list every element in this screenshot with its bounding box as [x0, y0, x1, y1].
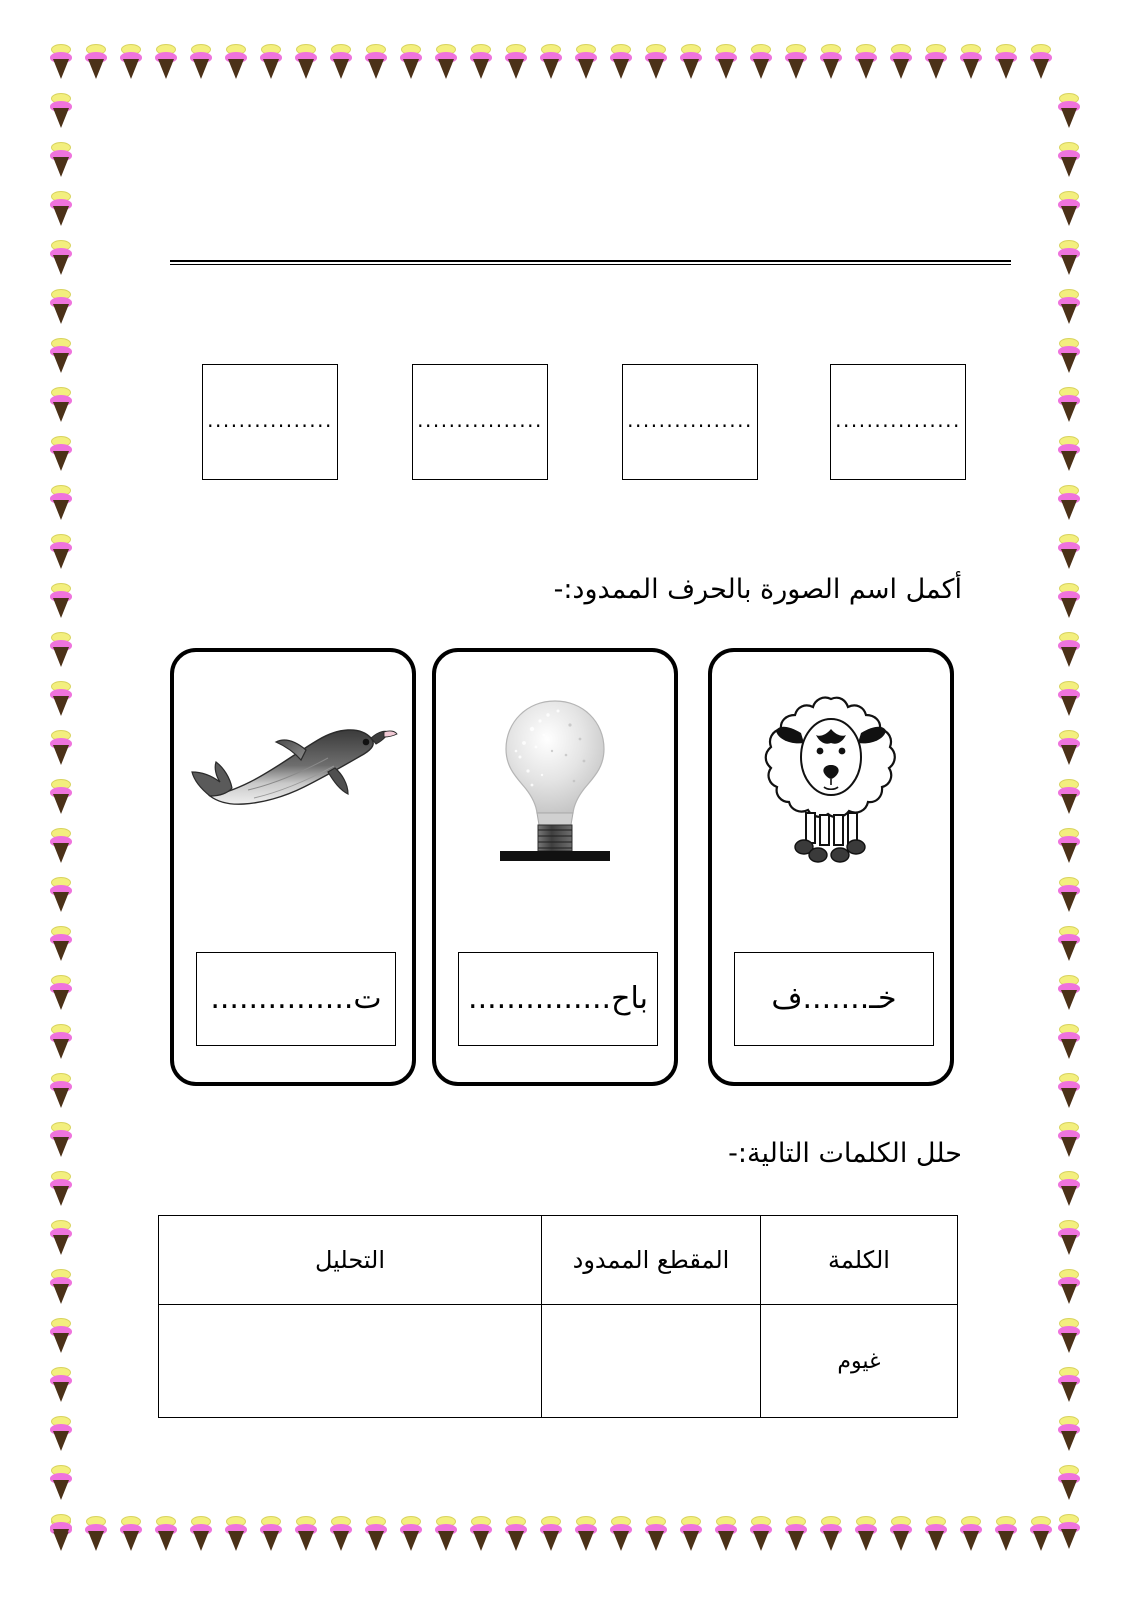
ice-cream-cone-icon — [50, 632, 72, 666]
cone-body — [1061, 1480, 1077, 1500]
cone-body — [1033, 59, 1049, 79]
ice-cream-cone-icon — [50, 338, 72, 372]
cone-body — [998, 59, 1014, 79]
cone-body — [718, 1531, 734, 1551]
cone-body — [53, 1284, 69, 1304]
ice-cream-cone-icon — [505, 1516, 527, 1550]
ice-cream-cone-icon — [1058, 632, 1080, 666]
answer-text: ت............... — [210, 981, 382, 1016]
blank-box-dots: ................ — [207, 408, 333, 432]
ice-cream-cone-icon — [190, 44, 212, 78]
cone-body — [53, 1186, 69, 1206]
ice-cream-cone-icon — [50, 1269, 72, 1303]
ice-cream-cone-icon — [50, 779, 72, 813]
ice-cream-cone-icon — [1058, 877, 1080, 911]
ice-cream-cone-icon — [960, 44, 982, 78]
ice-cream-cone-icon — [50, 1220, 72, 1254]
cone-body — [1061, 745, 1077, 765]
header-rule — [170, 260, 1011, 262]
ice-cream-cone-icon — [680, 44, 702, 78]
ice-cream-cone-icon — [50, 1465, 72, 1499]
ice-cream-cone-icon — [1058, 1465, 1080, 1499]
ice-cream-cone-icon — [1058, 142, 1080, 176]
cone-body — [298, 59, 314, 79]
ice-cream-cone-icon — [365, 1516, 387, 1550]
cone-body — [1061, 794, 1077, 814]
cone-body — [333, 1531, 349, 1551]
ice-cream-cone-icon — [1058, 730, 1080, 764]
cone-body — [53, 1137, 69, 1157]
ice-cream-cone-icon — [575, 1516, 597, 1550]
ice-cream-cone-icon — [190, 1516, 212, 1550]
cone-body — [1061, 647, 1077, 667]
ice-cream-cone-icon — [365, 44, 387, 78]
ice-cream-cone-icon — [680, 1516, 702, 1550]
ice-cream-cone-icon — [540, 1516, 562, 1550]
cell-analysis[interactable] — [159, 1305, 542, 1418]
cone-body — [1061, 696, 1077, 716]
cone-body — [648, 59, 664, 79]
cone-body — [473, 1531, 489, 1551]
sheep-image — [712, 670, 950, 900]
cone-body — [53, 1039, 69, 1059]
column-header-analysis: التحليل — [159, 1216, 542, 1305]
ice-cream-cone-icon — [820, 1516, 842, 1550]
blank-box-dots: ................ — [417, 408, 543, 432]
ice-cream-cone-icon — [50, 583, 72, 617]
ice-cream-cone-icon — [50, 1024, 72, 1058]
cone-body — [893, 59, 909, 79]
ice-cream-cone-icon — [925, 1516, 947, 1550]
cone-body — [858, 59, 874, 79]
cone-body — [1061, 598, 1077, 618]
cone-body — [1061, 1529, 1077, 1549]
ice-cream-cone-icon — [995, 1516, 1017, 1550]
ice-cream-cone-icon — [855, 1516, 877, 1550]
cone-body — [53, 1529, 69, 1549]
cone-body — [123, 59, 139, 79]
ice-cream-cone-icon — [1058, 485, 1080, 519]
cone-body — [1061, 1235, 1077, 1255]
ice-cream-cone-icon — [295, 44, 317, 78]
ice-cream-cone-icon — [1058, 828, 1080, 862]
cone-body — [53, 59, 69, 79]
ice-cream-cone-icon — [645, 1516, 667, 1550]
ice-cream-cone-icon — [1058, 926, 1080, 960]
cone-body — [683, 1531, 699, 1551]
ice-cream-cone-icon — [1030, 1516, 1052, 1550]
cone-body — [543, 1531, 559, 1551]
ice-cream-cone-icon — [155, 1516, 177, 1550]
ice-cream-cone-icon — [330, 1516, 352, 1550]
cone-body — [123, 1531, 139, 1551]
ice-cream-cone-icon — [50, 485, 72, 519]
cone-body — [823, 59, 839, 79]
table-header-row — [159, 1216, 958, 1305]
cone-body — [53, 1333, 69, 1353]
cone-body — [648, 1531, 664, 1551]
cone-body — [1061, 1137, 1077, 1157]
column-header-syllable: المقطع الممدود — [542, 1216, 761, 1305]
ice-cream-cone-icon — [50, 1171, 72, 1205]
picture-card-sheep[interactable] — [708, 648, 954, 1086]
ice-cream-cone-icon — [50, 1416, 72, 1450]
cone-body — [998, 1531, 1014, 1551]
cone-body — [1061, 157, 1077, 177]
ice-cream-cone-icon — [610, 44, 632, 78]
cone-body — [578, 1531, 594, 1551]
blank-boxes-row — [190, 364, 961, 480]
ice-cream-cone-icon — [225, 44, 247, 78]
ice-cream-cone-icon — [540, 44, 562, 78]
cone-body — [1033, 1531, 1049, 1551]
answer-box[interactable] — [196, 952, 396, 1046]
cone-body — [53, 1431, 69, 1451]
cone-body — [1061, 1284, 1077, 1304]
ice-cream-cone-icon — [820, 44, 842, 78]
ice-cream-cone-icon — [50, 926, 72, 960]
cone-body — [263, 1531, 279, 1551]
cone-body — [333, 59, 349, 79]
cone-body — [1061, 1088, 1077, 1108]
cone-body — [1061, 1382, 1077, 1402]
ice-cream-cone-icon — [610, 1516, 632, 1550]
ice-cream-cone-icon — [1058, 1514, 1080, 1548]
cone-body — [1061, 1039, 1077, 1059]
ice-cream-cone-icon — [50, 730, 72, 764]
cone-body — [963, 59, 979, 79]
ice-cream-cone-icon — [995, 44, 1017, 78]
ice-cream-cone-icon — [470, 1516, 492, 1550]
cone-body — [753, 59, 769, 79]
cone-body — [368, 59, 384, 79]
answer-text: خـ.......ف — [771, 981, 897, 1016]
ice-cream-cone-icon — [50, 1073, 72, 1107]
ice-cream-cone-icon — [85, 44, 107, 78]
ice-cream-cone-icon — [155, 44, 177, 78]
ice-cream-cone-icon — [1058, 191, 1080, 225]
cone-body — [53, 1088, 69, 1108]
cone-body — [613, 59, 629, 79]
ice-cream-cone-icon — [575, 44, 597, 78]
cone-body — [53, 1480, 69, 1500]
ice-cream-cone-icon — [1058, 534, 1080, 568]
exercise-1-instruction: أكمل اسم الصورة بالحرف الممدود:- — [553, 574, 962, 605]
ice-cream-cone-icon — [1058, 779, 1080, 813]
cone-body — [53, 304, 69, 324]
ice-cream-cone-icon — [260, 1516, 282, 1550]
ice-cream-cone-icon — [505, 44, 527, 78]
cone-body — [193, 1531, 209, 1551]
cone-body — [53, 745, 69, 765]
ice-cream-cone-icon — [295, 1516, 317, 1550]
column-header-word: الكلمة — [761, 1216, 958, 1305]
cone-body — [53, 647, 69, 667]
ice-cream-cone-icon — [400, 44, 422, 78]
cone-body — [1061, 843, 1077, 863]
cone-body — [403, 1531, 419, 1551]
cone-body — [53, 206, 69, 226]
cone-body — [53, 843, 69, 863]
cone-body — [263, 59, 279, 79]
cone-body — [53, 941, 69, 961]
blank-box[interactable] — [622, 364, 758, 480]
cone-body — [718, 59, 734, 79]
ice-cream-cone-icon — [785, 44, 807, 78]
exercise-2-instruction: حلل الكلمات التالية:- — [728, 1138, 962, 1169]
cone-body — [53, 990, 69, 1010]
ice-cream-cone-icon — [50, 436, 72, 470]
ice-cream-cone-icon — [715, 44, 737, 78]
blank-box[interactable] — [412, 364, 548, 480]
ice-cream-cone-icon — [1058, 583, 1080, 617]
cone-body — [1061, 500, 1077, 520]
cone-body — [53, 1382, 69, 1402]
ice-cream-cone-icon — [260, 44, 282, 78]
cell-word: غيوم — [761, 1305, 958, 1418]
cone-body — [53, 255, 69, 275]
ice-cream-cone-icon — [435, 44, 457, 78]
cone-body — [53, 1235, 69, 1255]
ice-cream-cone-icon — [1030, 44, 1052, 78]
ice-cream-cone-icon — [855, 44, 877, 78]
cone-body — [1061, 304, 1077, 324]
ice-cream-cone-icon — [50, 534, 72, 568]
blank-box[interactable] — [830, 364, 966, 480]
cone-body — [158, 1531, 174, 1551]
cone-body — [578, 59, 594, 79]
cone-body — [543, 59, 559, 79]
ice-cream-cone-icon — [1058, 1318, 1080, 1352]
ice-cream-cone-icon — [645, 44, 667, 78]
cone-body — [683, 59, 699, 79]
cone-body — [928, 59, 944, 79]
ice-cream-cone-icon — [50, 1514, 72, 1548]
ice-cream-cone-icon — [1058, 338, 1080, 372]
ice-cream-cone-icon — [1058, 1122, 1080, 1156]
cone-body — [438, 59, 454, 79]
cone-body — [368, 1531, 384, 1551]
cone-body — [403, 59, 419, 79]
ice-cream-cone-icon — [750, 1516, 772, 1550]
ice-cream-cone-icon — [960, 1516, 982, 1550]
cone-body — [1061, 451, 1077, 471]
cone-body — [1061, 892, 1077, 912]
cone-body — [298, 1531, 314, 1551]
cone-body — [1061, 108, 1077, 128]
ice-cream-cone-icon — [1058, 1269, 1080, 1303]
cone-body — [53, 696, 69, 716]
cone-body — [1061, 1431, 1077, 1451]
ice-cream-cone-icon — [1058, 1367, 1080, 1401]
cone-body — [473, 59, 489, 79]
words-analysis-table — [158, 1215, 958, 1418]
dolphin-image — [174, 670, 412, 900]
cone-body — [1061, 353, 1077, 373]
blank-box-dots: ................ — [835, 408, 961, 432]
ice-cream-cone-icon — [50, 877, 72, 911]
cone-body — [53, 108, 69, 128]
ice-cream-cone-icon — [225, 1516, 247, 1550]
picture-card-light-bulb[interactable] — [432, 648, 678, 1086]
cone-body — [963, 1531, 979, 1551]
ice-cream-cone-icon — [50, 240, 72, 274]
ice-cream-cone-icon — [890, 1516, 912, 1550]
ice-cream-cone-icon — [50, 681, 72, 715]
ice-cream-cone-icon — [50, 289, 72, 323]
blank-box[interactable] — [202, 364, 338, 480]
cone-body — [53, 451, 69, 471]
ice-cream-cone-icon — [50, 1367, 72, 1401]
cone-body — [438, 1531, 454, 1551]
cone-body — [1061, 549, 1077, 569]
ice-cream-cone-icon — [470, 44, 492, 78]
cone-body — [1061, 255, 1077, 275]
ice-cream-cone-icon — [890, 44, 912, 78]
ice-cream-cone-icon — [50, 191, 72, 225]
ice-cream-cone-icon — [785, 1516, 807, 1550]
cone-body — [1061, 206, 1077, 226]
cone-body — [228, 1531, 244, 1551]
ice-cream-cone-icon — [715, 1516, 737, 1550]
answer-box[interactable] — [458, 952, 658, 1046]
light-bulb-image — [436, 670, 674, 900]
ice-cream-cone-icon — [120, 44, 142, 78]
cone-body — [53, 549, 69, 569]
cone-body — [1061, 1186, 1077, 1206]
cone-body — [858, 1531, 874, 1551]
ice-cream-cone-icon — [120, 1516, 142, 1550]
cone-body — [823, 1531, 839, 1551]
cone-body — [228, 59, 244, 79]
cone-body — [1061, 941, 1077, 961]
ice-cream-cone-icon — [50, 93, 72, 127]
ice-cream-cone-icon — [50, 1318, 72, 1352]
cone-body — [53, 157, 69, 177]
ice-cream-cone-icon — [400, 1516, 422, 1550]
cone-body — [88, 59, 104, 79]
ice-cream-cone-icon — [1058, 1024, 1080, 1058]
cone-body — [53, 892, 69, 912]
ice-cream-cone-icon — [1058, 387, 1080, 421]
ice-cream-cone-icon — [1058, 975, 1080, 1009]
answer-box[interactable] — [734, 952, 934, 1046]
ice-cream-cone-icon — [330, 44, 352, 78]
cone-body — [788, 59, 804, 79]
ice-cream-cone-icon — [50, 975, 72, 1009]
cone-body — [893, 1531, 909, 1551]
ice-cream-cone-icon — [50, 828, 72, 862]
ice-cream-cone-icon — [1058, 436, 1080, 470]
blank-box-dots: ................ — [627, 408, 753, 432]
answer-text: باح............... — [468, 981, 648, 1016]
cone-body — [788, 1531, 804, 1551]
ice-cream-cone-icon — [50, 387, 72, 421]
ice-cream-cone-icon — [1058, 289, 1080, 323]
worksheet-content — [78, 78, 1053, 1488]
cone-body — [88, 1531, 104, 1551]
picture-card-dolphin[interactable] — [170, 648, 416, 1086]
cone-body — [753, 1531, 769, 1551]
ice-cream-cone-icon — [1058, 240, 1080, 274]
cone-body — [53, 794, 69, 814]
ice-cream-cone-icon — [50, 44, 72, 78]
ice-cream-cone-icon — [925, 44, 947, 78]
ice-cream-cone-icon — [1058, 1073, 1080, 1107]
cone-body — [53, 402, 69, 422]
ice-cream-cone-icon — [1058, 1220, 1080, 1254]
picture-cards-row — [170, 648, 1022, 1088]
ice-cream-cone-icon — [1058, 1171, 1080, 1205]
cone-body — [1061, 1333, 1077, 1353]
table-row — [159, 1305, 958, 1418]
cone-body — [928, 1531, 944, 1551]
ice-cream-cone-icon — [1058, 681, 1080, 715]
cone-body — [508, 1531, 524, 1551]
ice-cream-cone-icon — [1058, 1416, 1080, 1450]
cone-body — [158, 59, 174, 79]
cone-body — [508, 59, 524, 79]
cone-body — [1061, 402, 1077, 422]
cone-body — [53, 598, 69, 618]
ice-cream-cone-icon — [50, 142, 72, 176]
ice-cream-cone-icon — [85, 1516, 107, 1550]
ice-cream-cone-icon — [1058, 93, 1080, 127]
cone-body — [53, 353, 69, 373]
cone-body — [613, 1531, 629, 1551]
cone-body — [53, 500, 69, 520]
cone-body — [193, 59, 209, 79]
ice-cream-cone-icon — [435, 1516, 457, 1550]
cell-syllable[interactable] — [542, 1305, 761, 1418]
ice-cream-cone-icon — [50, 1122, 72, 1156]
cone-body — [1061, 990, 1077, 1010]
ice-cream-cone-icon — [750, 44, 772, 78]
